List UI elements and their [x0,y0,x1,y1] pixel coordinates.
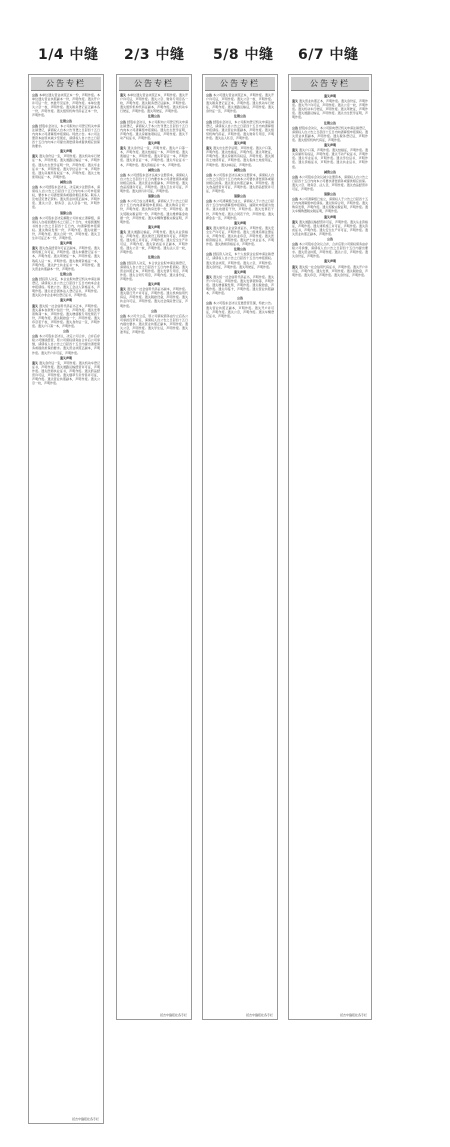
notice-paragraph: 公告 本公司分立后，原公司债权债务由分立后各公司承担连带责任，请债权人自公告之日起四十五日内提出要求。遗失营业执照正副本，声明作废。遗失公章，声明作废。遗失学生证，声明作废。遗失准考证，声明作废。 [120,313,188,335]
notice-paragraph: 遗失 遗失统一社会信用代码证书正本，声明作废。遗失基本存款账户信息一份，声明作废。遗失发票领购簿一本，声明作废。遗失增值税专用发票若干份，声明作废。遗失税控盘一个，声明作废。遗失印章若干枚，声明作废。遗失身份证一张，声明作废。遗失户口簿一本，声明作废。 [32,303,100,328]
notice-paragraph: 遗失 遗失统一社会信用代码证书，声明作废。遗失开户许可证，声明作废。遗失发票领购簿，声明作废。遗失增值税发票，声明作废。遗失税控盘，声明作废。遗失印鉴卡，声明作废。遗失营业执照副本，声明作废。 [206,274,274,296]
notice-paragraph: 遗失 遗失身份证一张，声明作废。遗失机动车行驶证一本，声明作废。遗失道路运输证一本，声明作废。遗失出生医学证明一份，声明作废。遗失毕业证书一本，声明作废。遗失学位证书一本，声明作废。遗失房屋所有权证一本，声明作废。遗失土地使用权证一本，声明作废。 [32,154,100,179]
notice-heading: 遗失声明 [147,282,160,287]
notice-heading: 清算公告 [147,194,160,199]
notice-heading: 遗失声明 [147,141,160,146]
notice-paragraph: 遗失 遗失身份证一张，声明作废。遗失机动车登记证书，声明作废。遗失道路运输经营许可证，声明作废。遗失医师执业证书，声明作废。遗失药品经营许可证，声明作废。遗失烟草专卖零售许可证，声明作废。遗失营业执照副本，声明作废。遗失公章一枚，声明作废。 [32,360,100,386]
notice-heading: 遗失声明 [233,269,246,274]
notice-paragraph: 遗失 遗失户口簿，声明作废。遗失结婚证，声明作废。遗失房屋所有权证，声明作废。遗失不动产权证书，声明作废。遗失毕业证书，声明作废。遗失学位证书，声明作废。遗失资格证书，声明作废。遗失执业证书，声明作废。 [292,148,368,169]
notice-paragraph: 公告 本公司清算组已成立，请债权人于公告之日起四十五日内向清算组申报债权，逾期未申报视为放弃。遗失收据若干份，声明作废。遗失发票若干份，声明作废。遗失合同若干份，声明作废。遗失押金条一张，声明作废。 [206,199,274,220]
column-footer: 延吉中缝报社各专栏 [245,1013,273,1017]
notice-paragraph: 公告 经股东会决议，本公司拟向公司登记机关申请注销登记，请债权人于本公告刊登之日起四十五日内向本公司清算组申报债权。遗失出生医学证明，声明作废。遗失房屋他项权证，声明作废。遗失不动产权证书，声明作废。 [120,119,188,140]
notice-column-3 [202,74,278,1020]
notice-heading: 注销公告 [323,120,336,125]
notice-heading: 遗失声明 [59,298,72,303]
notice-heading: 减资公告 [147,167,160,172]
notice-paragraph: 公告 本公司股东会决议减少注册资本，请债权人自公告之日起四十五日内向本公司要求清偿债务或提供相应担保。遗失公章、财务章、法人章，声明作废。遗失食品经营许可证，声明作废。 [292,174,368,191]
notice-heading: 遗失声明 [59,355,72,360]
notice-column-2 [116,74,192,1020]
notice-paragraph: 公告 本单位遗失营业执照正本一份，声明作废。本单位遗失营业执照副本一份，声明作废。遗失开户许可证一份，核准号见证件，声明作废。本单位遗失公章一枚，声明作废。遗失税务登记证正副本各一份，声明作废。遗失组织机构代码证正本一份，声明作废。 [32,93,100,118]
notice-paragraph: 公告 本公司经股东会决议，决定减少注册资本，请债权人自公告之日起四十五日内向本公司申报债权，要求本公司清偿债务或提供相应担保。联系人及电话见登记资料。遗失营业执照正副本，声明作废。遗失公章、财务章、法人章各一枚，声明作废。 [32,184,100,210]
notice-column-4 [288,74,372,1020]
column-header: 公告专栏 [205,77,275,91]
notice-paragraph: 遗失 遗失食品经营许可证正副本，声明作废。遗失建筑施工许可证，声明作废。遗失车辆登记证书一本，声明作废。遗失驾驶证一本，声明作废。遗失残疾人证一本，声明作废。遗失教师资格证一本，声明作废。遗失护士执业证书一本，声明作废。遗失营业执照副本一份，声明作废。 [32,246,100,271]
notice-paragraph: 公告 本公司已成立清算组，请债权人于公告之日起四十五日内向清算组申报债权。遗失购房合同一份，声明作废。遗失购房发票一份，声明作废。遗失契税完税证明一份，声明作废。遗失维修基金收据一份，声明作废。遗失车辆购置税完税证明，声明作废。 [120,199,188,224]
title-col-1: 1/4 中缝 [38,47,99,63]
notice-paragraph: 公告 经股东会决议，本公司拟向登记机关申请注销登记，请债权人自公告之日起四十五日内向清算组申报债权。遗失营业执照副本，声明作废。遗失组织机构代码证，声明作废。遗失财务专用章，声明作废。遗失法人私章，声明作废。 [206,119,274,140]
notice-paragraph: 公告 本公司股东会决定解散公司并成立清算组，请债权人自接到通知书之日起三十日内，未接到通知书的自公告之日起四十五日内，向清算组申报债权。遗失购房发票一份，声明作废。遗失收据一份，声明作废。遗失合同一份，声明作废。遗失卫生许可证正本一份，声明作废。 [32,215,100,241]
notice-heading: 注销公告 [233,114,246,119]
notice-heading: 遗失声明 [233,220,246,225]
notice-heading: 注销公告 [59,271,72,276]
notice-paragraph: 公告 本公司股东会决议变更经营范围，特此公告。遗失营业执照正副本，声明作废。遗失开户许可证，声明作废。遗失公章，声明作废。遗失车辆登记证书，声明作废。 [206,301,274,318]
notice-paragraph: 公告 本公司股东会决议合并，合并后原公司债权债务由存续公司承继，请债权人自公告之日起四十五日内提出要求。遗失营业执照，声明作废。遗失公章，声明作废。遗失身份证，声明作废。 [292,242,368,259]
notice-paragraph: 遗失 遗失统一社会信用代码证书副本，声明作废。遗失银行开户许可证，声明作废。遗失机构信用代码证，声明作废。遗失税控设备，声明作废。遗失执业许可证，声明作废。遗失社会保险登记证，声明作废。 [120,287,188,308]
notice-heading: 遗失声明 [323,214,336,219]
notice-paragraph: 公告 经股东会决议，本公司拟向公司登记机关申请注销登记，请债权人自本公告刊登之日起四十五日内向本公司清算组申报债权。特此公告。本公司注册资本由原来减少至现在，请债权人自公告之日起四十五日内向本公司提出清偿债务或提供相应担保的要求。 [32,123,100,149]
notice-heading: 注销公告 [147,255,160,260]
notice-heading: 公告 [236,296,243,301]
notice-heading: 清算公告 [59,210,72,215]
notice-heading: 注销公告 [59,118,72,123]
notice-paragraph: 公告 本公司经股东会决议减少注册资本，请债权人自公告之日起四十五日内要求本公司清偿债务或提供相应担保。遗失营业执照副本，声明作废。遗失食品流通许可证，声明作废。遗失卫生许可证，声明作废。遗失排污许可证，声明作废。 [120,172,188,194]
column-footer: 延吉中缝报社各专栏 [71,1117,99,1121]
column-header: 公告专栏 [31,77,101,91]
column-footer: 延吉中缝报社各专栏 [339,1013,367,1017]
notice-heading: 公告 [62,329,69,334]
notice-heading: 注销公告 [233,247,246,252]
notice-text [120,93,188,1015]
notice-heading: 公告 [326,237,333,241]
notice-paragraph: 遗失 遗失建筑业企业资质证书，声明作废。遗失安全生产许可证，声明作废。遗失二级建造师注册证书，声明作废。遗失执业印章，声明作废。遗失医师资格证书，声明作废。遗失护士执业证书，声明作废。遗失教师资格证书，声明作废。 [206,225,274,247]
title-col-2: 2/3 中缝 [124,47,185,63]
notice-paragraph: 遗失 遗失道路运输经营许可证，声明作废。遗失从业资格证，声明作废。遗失建筑施工许可证，声明作废。遗失资质证书，声明作废。遗失安全生产许可证，声明作废。遗失营业执照正副本，声明作废。 [292,219,368,236]
title-col-3: 5/8 中缝 [213,47,274,63]
notice-heading: 清算公告 [323,192,336,197]
notice-paragraph: 公告 经投资人决定，本合伙企业拟申请注销登记，请债权人自公告之日起四十五日内申报债权。遗失营业执照正本，声明作废。遗失发票专用章，声明作废。遗失合同专用章，声明作废。遗失身份证，声明作废。 [120,260,188,281]
notice-paragraph: 遗失 遗失身份证一张，声明作废。遗失户口簿一本，声明作废。遗失结婚证一本，声明作废。遗失离婚证一本，声明作废。遗失军官证一本，声明作废。遗失退伍证一本，声明作废。遗失毕业证书一本，声明作废。遗失资格证书一本，声明作废。 [120,146,188,167]
notice-paragraph: 公告 本公司清算组已成立，请债权人于公告之日起四十五日内向清算组申报债权。遗失购房合同，声明作废。遗失购房发票，声明作废。遗失契税完税证明，声明作废。遗失车辆购置税完税证明，声明作废。 [292,197,368,214]
notice-heading: 清算公告 [233,194,246,199]
notice-heading: 减资公告 [233,167,246,172]
title-col-4: 6/7 中缝 [298,47,359,63]
notice-heading: 减资公告 [59,179,72,184]
column-header: 公告专栏 [291,77,369,91]
notice-paragraph: 公告 本公司股东会决议，决定公司合并，合并后存续公司继续经营，原公司债权债务由合并后公司承继，请债权人自公告之日起四十五日内提出清偿债务或提供担保的要求。遗失营业执照正副本，声明作废。遗失开户许可证，声明作废。 [32,334,100,355]
notice-heading: 公告 [150,308,157,313]
notice-heading: 遗失声明 [323,94,336,98]
notice-paragraph: 遗失 本单位遗失营业执照正本，声明作废。遗失开户许可证，声明作废。遗失公章、财务专用章各一枚，声明作废。遗失税务登记证副本，声明作废。遗失组织机构代码证副本，声明作废。遗失机动车行驶证，声明作废。遗失驾驶证，声明作废。 [120,93,188,114]
column-footer: 延吉中缝报社各专栏 [159,1013,187,1017]
notice-heading: 遗失声明 [59,149,72,154]
notice-paragraph: 公告 本公司股东会决议减少注册资本，请债权人自公告之日起四十五日内向本公司要求清偿债务或提供相应担保。遗失营业执照正副本，声明作废。遗失食品经营许可证，声明作废。遗失药品经营许可证，声明作废。 [206,172,274,194]
notice-heading: 遗失声明 [147,224,160,229]
notice-heading: 遗失声明 [323,259,336,264]
column-header: 公告专栏 [119,77,189,91]
notice-paragraph: 公告 经投资人决定，本企业拟向登记机关申请注销登记，请债权人自公告之日起四十五日内向本企业申报债权。特此公告。遗失工会法人资格证书，声明作废。遗失社会团体法人登记证书，声明作废。遗失民办非企业单位登记证书，声明作废。 [32,276,100,298]
notice-paragraph: 公告 本公司遗失营业执照正本，声明作废。遗失开户许可证，声明作废。遗失公章一枚，声明作废。遗失税务登记证正本，声明作废。遗失机动车行驶证，声明作废。遗失道路运输证，声明作废。遗失身份证一张，声明作废。 [206,93,274,114]
notice-heading: 遗失声明 [323,143,336,148]
notice-text [292,93,368,1015]
notice-paragraph: 公告 经投资人决定，本个人独资企业拟申请注销登记，请债权人自公告之日起四十五日内申报债权。遗失营业执照，声明作废。遗失公章，声明作废。遗失身份证，声明作废。遗失驾驶证，声明作废。 [206,252,274,269]
notice-heading: 遗失声明 [59,241,72,246]
notice-heading: 注销公告 [147,114,160,119]
notice-text [32,93,100,1119]
notice-paragraph: 遗失 遗失营业执照正本，声明作废。遗失身份证，声明作废。遗失开户许可证，声明作废。遗失公章一枚，声明作废。遗失机动车行驶证，声明作废。遗失驾驶证，声明作废。遗失道路运输证，声明作废。遗失出生医学证明，声明作废。 [292,99,368,120]
notice-text [206,93,274,1015]
notice-paragraph: 遗失 遗失出生医学证明，声明作废。遗失户口簿，声明作废。遗失结婚证，声明作废。遗失驾驶证，声明作废。遗失房屋所有权证，声明作废。遗失国有土地使用证，声明作废。遗失集体土地使用证，声明作废。遗失林权证，声明作废。 [206,146,274,167]
notice-paragraph: 遗失 遗失道路运输证，声明作废。遗失从业资格证，声明作废。遗失建设工程规划许可证，声明作废。遗失施工许可证，声明作废。遗失安全生产许可证，声明作废。遗失资质证书正副本，声明作废。遗失公章一枚，声明作废。遗失法人章一枚，声明作废。 [120,229,188,255]
notice-paragraph: 公告 经股东会决议，本公司拟向登记机关申请注销登记，请债权人自公告之日起四十五日内向清算组申报债权。遗失营业执照副本，声明作废。遗失税务登记证，声明作废。遗失组织机构代码证，声明作废。 [292,125,368,142]
notice-column-1 [28,74,104,1124]
notice-paragraph: 遗失 遗失统一社会信用代码证书，声明作废。遗失开户许可证，声明作废。遗失发票，声明作废。遗失税控盘，声明作废。遗失印章，声明作废。遗失身份证，声明作废。 [292,264,368,277]
notice-heading: 遗失声明 [233,141,246,146]
notice-heading: 减资公告 [323,169,336,174]
